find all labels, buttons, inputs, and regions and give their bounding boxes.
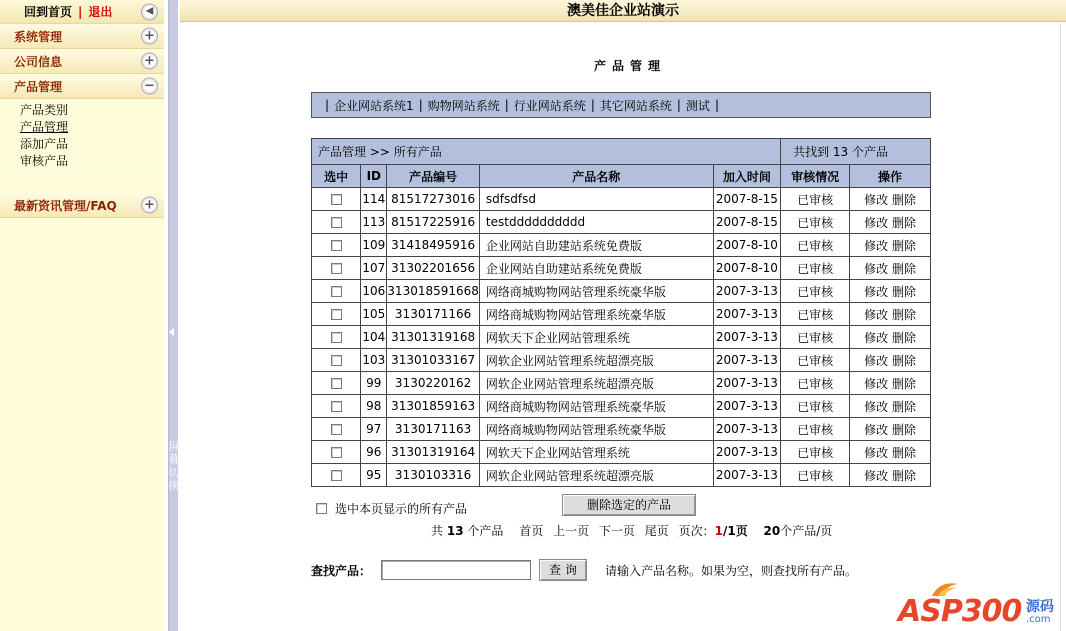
menu-product-management-label: 产品管理 — [14, 79, 63, 94]
row-id: 99 — [361, 372, 387, 395]
row-checkbox[interactable] — [331, 332, 342, 343]
table-row — [312, 349, 931, 372]
row-select-cell — [312, 211, 361, 234]
row-checkbox[interactable] — [331, 447, 342, 458]
row-actions — [850, 464, 931, 487]
table-row — [312, 372, 931, 395]
table-row — [312, 326, 931, 349]
edit-link[interactable]: 修改 — [864, 445, 889, 460]
row-status: 已审核 — [781, 349, 850, 372]
table-row — [312, 188, 931, 211]
row-id: 109 — [361, 234, 387, 257]
delete-link[interactable]: 删除 — [891, 215, 916, 230]
row-id: 113 — [361, 211, 387, 234]
search-hint: 请输入产品名称。如果为空，则查找所有产品。 — [605, 563, 858, 578]
row-code: 313018591668 — [387, 280, 480, 303]
row-status: 已审核 — [781, 441, 850, 464]
splitter-arrow-icon[interactable] — [169, 328, 174, 336]
search-button[interactable]: 查询 — [539, 559, 587, 581]
splitter-label[interactable]: 屏幕切换 — [168, 440, 180, 492]
row-date: 2007-3-13 — [713, 280, 780, 303]
menu-news-faq-label: 最新资讯管理/FAQ — [14, 198, 117, 213]
row-name: 网软企业网站管理系统超漂亮版 — [479, 349, 713, 372]
row-actions — [850, 211, 931, 234]
edit-link[interactable]: 修改 — [864, 422, 889, 437]
row-select-cell — [312, 188, 361, 211]
row-status: 已审核 — [781, 234, 850, 257]
row-date: 2007-3-13 — [713, 395, 780, 418]
delete-link[interactable]: 删除 — [891, 422, 916, 437]
edit-link[interactable]: 修改 — [864, 399, 889, 414]
category-link[interactable]: 企业网站系统1 — [334, 98, 414, 113]
row-date: 2007-3-13 — [713, 441, 780, 464]
pager — [431, 522, 832, 539]
category-link[interactable]: 其它网站系统 — [599, 98, 672, 113]
col-select: 选中 — [312, 165, 361, 188]
splitter-bar[interactable] — [168, 0, 178, 631]
menu-gap — [0, 173, 164, 193]
logo-brand: ASP300 — [898, 594, 1022, 629]
delete-link[interactable]: 删除 — [891, 445, 916, 460]
row-id: 95 — [361, 464, 387, 487]
row-date: 2007-8-10 — [713, 234, 780, 257]
row-actions — [850, 326, 931, 349]
row-status: 已审核 — [781, 372, 850, 395]
expand-icon[interactable]: + — [141, 197, 158, 214]
row-actions — [850, 234, 931, 257]
row-status: 已审核 — [781, 188, 850, 211]
edit-link[interactable]: 修改 — [864, 284, 889, 299]
top-separator: | — [78, 4, 83, 19]
row-date: 2007-3-13 — [713, 418, 780, 441]
menu-system-management[interactable] — [0, 24, 164, 49]
row-code: 31301033167 — [387, 349, 480, 372]
row-status: 已审核 — [781, 326, 850, 349]
collapse-sidebar-icon[interactable]: ◀ — [141, 3, 158, 20]
window-title: 澳美佳企业站演示 — [180, 0, 1066, 22]
pager-last[interactable]: 尾页 — [644, 524, 669, 538]
search-label: 查找产品： — [311, 563, 372, 578]
result-count: 共找到 13 个产品 — [781, 139, 931, 165]
delete-link[interactable]: 删除 — [891, 399, 916, 414]
pager-page-label: 页次： — [678, 524, 715, 538]
submenu-product-management[interactable]: 产品管理 — [20, 120, 69, 134]
table-row — [312, 464, 931, 487]
home-link[interactable]: 回到首页 — [24, 5, 73, 19]
row-checkbox[interactable] — [331, 240, 342, 251]
row-date: 2007-8-10 — [713, 257, 780, 280]
row-name: 网软企业网站管理系统超漂亮版 — [479, 464, 713, 487]
row-name: 网络商城购物网站管理系统豪华版 — [479, 395, 713, 418]
row-actions — [850, 303, 931, 326]
row-code: 3130220162 — [387, 372, 480, 395]
search-input[interactable] — [381, 560, 531, 580]
submenu-add-product[interactable]: 添加产品 — [20, 137, 69, 151]
col-id: ID — [361, 165, 387, 188]
search-row — [311, 559, 857, 581]
row-name: 网软天下企业网站管理系统 — [479, 441, 713, 464]
product-table — [311, 138, 931, 487]
delete-link[interactable]: 删除 — [891, 353, 916, 368]
row-checkbox[interactable] — [331, 424, 342, 435]
edit-link[interactable]: 修改 — [864, 215, 889, 230]
row-actions — [850, 257, 931, 280]
row-code: 31301859163 — [387, 395, 480, 418]
row-checkbox[interactable] — [331, 401, 342, 412]
edit-link[interactable]: 修改 — [864, 192, 889, 207]
submenu-product-category[interactable]: 产品类别 — [20, 103, 69, 117]
collapse-icon[interactable]: − — [141, 78, 158, 95]
row-code: 3130171166 — [387, 303, 480, 326]
row-select-cell — [312, 326, 361, 349]
pager-of-total: /1页 — [722, 524, 748, 538]
row-select-cell — [312, 257, 361, 280]
col-date: 加入时间 — [713, 165, 780, 188]
column-headers — [312, 165, 931, 188]
select-all-row — [316, 500, 467, 517]
category-bar: | 企业网站系统1 | 购物网站系统 | 行业网站系统 | 其它网站系统 | 测试 | — [311, 92, 931, 118]
row-status: 已审核 — [781, 395, 850, 418]
select-all-label: 选中本页显示的所有产品 — [335, 502, 468, 516]
expand-icon[interactable]: + — [141, 28, 158, 45]
row-status: 已审核 — [781, 464, 850, 487]
breadcrumb: 产品管理 >> 所有产品 — [312, 139, 781, 165]
row-select-cell — [312, 395, 361, 418]
col-actions: 操作 — [850, 165, 931, 188]
row-checkbox[interactable] — [331, 309, 342, 320]
row-status: 已审核 — [781, 303, 850, 326]
col-status: 审核情况 — [781, 165, 850, 188]
pager-first[interactable]: 首页 — [519, 524, 544, 538]
row-checkbox[interactable] — [331, 217, 342, 228]
sidebar-top-bar — [0, 0, 164, 24]
category-link[interactable]: 测试 — [685, 98, 710, 113]
row-date: 2007-3-13 — [713, 303, 780, 326]
row-select-cell — [312, 349, 361, 372]
row-status: 已审核 — [781, 211, 850, 234]
row-select-cell — [312, 441, 361, 464]
table-row — [312, 257, 931, 280]
row-checkbox[interactable] — [331, 355, 342, 366]
table-row — [312, 234, 931, 257]
row-date: 2007-3-13 — [713, 326, 780, 349]
row-name: 网软企业网站管理系统超漂亮版 — [479, 372, 713, 395]
expand-icon[interactable]: + — [141, 53, 158, 70]
row-status: 已审核 — [781, 418, 850, 441]
row-code: 3130171163 — [387, 418, 480, 441]
menu-company-info-label: 公司信息 — [14, 54, 63, 69]
row-name: sdfsdfsd — [479, 188, 713, 211]
edit-link[interactable]: 修改 — [864, 353, 889, 368]
pager-next[interactable]: 下一页 — [598, 524, 635, 538]
row-code: 31302201656 — [387, 257, 480, 280]
pager-current: 1 — [714, 524, 723, 538]
edit-link[interactable]: 修改 — [864, 468, 889, 483]
row-name: 网络商城购物网站管理系统豪华版 — [479, 303, 713, 326]
pager-per-page-suffix: 个产品/页 — [780, 524, 833, 538]
row-select-cell — [312, 372, 361, 395]
table-row — [312, 418, 931, 441]
delete-link[interactable]: 删除 — [891, 307, 916, 322]
delete-link[interactable]: 删除 — [891, 330, 916, 345]
edit-link[interactable]: 修改 — [864, 307, 889, 322]
row-name: 企业网站自助建站系统免费版 — [479, 234, 713, 257]
row-checkbox[interactable] — [331, 263, 342, 274]
row-date: 2007-3-13 — [713, 464, 780, 487]
row-date: 2007-8-15 — [713, 211, 780, 234]
row-id: 103 — [361, 349, 387, 372]
row-actions — [850, 349, 931, 372]
submenu-review-product[interactable]: 审核产品 — [20, 154, 69, 168]
row-date: 2007-3-13 — [713, 349, 780, 372]
delete-link[interactable]: 删除 — [891, 468, 916, 483]
row-checkbox[interactable] — [331, 470, 342, 481]
row-checkbox[interactable] — [331, 194, 342, 205]
select-all-checkbox[interactable] — [316, 503, 327, 514]
row-code: 31301319164 — [387, 441, 480, 464]
row-actions — [850, 188, 931, 211]
menu-news-faq[interactable] — [0, 193, 164, 218]
page-title: 产品管理 — [593, 59, 666, 73]
logo-domain: .com — [1026, 614, 1051, 625]
asp300-logo — [892, 578, 1062, 628]
edit-link[interactable]: 修改 — [864, 238, 889, 253]
row-id: 104 — [361, 326, 387, 349]
row-select-cell — [312, 234, 361, 257]
menu-company-info[interactable] — [0, 49, 164, 74]
scrollbar[interactable] — [1060, 23, 1066, 631]
sidebar — [0, 0, 164, 631]
table-row — [312, 395, 931, 418]
row-id: 114 — [361, 188, 387, 211]
col-name: 产品名称 — [479, 165, 713, 188]
table-row — [312, 280, 931, 303]
delete-selected-button[interactable]: 删除选定的产品 — [562, 494, 696, 516]
product-submenu — [0, 99, 164, 173]
row-actions — [850, 395, 931, 418]
row-select-cell — [312, 418, 361, 441]
edit-link[interactable]: 修改 — [864, 376, 889, 391]
delete-link[interactable]: 删除 — [891, 376, 916, 391]
row-name: testdddddddddd — [479, 211, 713, 234]
row-date: 2007-8-15 — [713, 188, 780, 211]
delete-link[interactable]: 删除 — [891, 261, 916, 276]
col-code: 产品编号 — [387, 165, 480, 188]
table-row — [312, 211, 931, 234]
menu-product-management[interactable] — [0, 74, 164, 99]
category-link[interactable]: 购物网站系统 — [427, 98, 500, 113]
pager-total-suffix: 个产品 — [467, 524, 504, 538]
row-checkbox[interactable] — [331, 286, 342, 297]
row-select-cell — [312, 280, 361, 303]
row-name: 网软天下企业网站管理系统 — [479, 326, 713, 349]
row-actions — [850, 372, 931, 395]
row-code: 81517273016 — [387, 188, 480, 211]
row-date: 2007-3-13 — [713, 372, 780, 395]
row-code: 31418495916 — [387, 234, 480, 257]
row-select-cell — [312, 464, 361, 487]
menu-system-management-label: 系统管理 — [14, 29, 63, 44]
row-actions — [850, 441, 931, 464]
pager-total: 13 — [446, 524, 464, 538]
edit-link[interactable]: 修改 — [864, 330, 889, 345]
row-id: 106 — [361, 280, 387, 303]
row-code: 3130103316 — [387, 464, 480, 487]
row-id: 98 — [361, 395, 387, 418]
row-select-cell — [312, 303, 361, 326]
row-code: 81517225916 — [387, 211, 480, 234]
pager-total-prefix: 共 — [431, 524, 444, 538]
row-actions — [850, 418, 931, 441]
table-body — [312, 188, 931, 487]
row-name: 企业网站自助建站系统免费版 — [479, 257, 713, 280]
main-panel — [180, 0, 1066, 631]
table-row — [312, 303, 931, 326]
row-id: 105 — [361, 303, 387, 326]
table-header-bar — [312, 139, 931, 165]
row-actions — [850, 280, 931, 303]
row-name: 网络商城购物网站管理系统豪华版 — [479, 280, 713, 303]
row-id: 96 — [361, 441, 387, 464]
row-name: 网络商城购物网站管理系统豪华版 — [479, 418, 713, 441]
row-status: 已审核 — [781, 257, 850, 280]
logo-cn: 源码 — [1026, 599, 1054, 615]
delete-link[interactable]: 删除 — [891, 238, 916, 253]
table-row — [312, 441, 931, 464]
delete-link[interactable]: 删除 — [891, 284, 916, 299]
row-checkbox[interactable] — [331, 378, 342, 389]
pager-per-page: 20 — [763, 524, 781, 538]
edit-link[interactable]: 修改 — [864, 261, 889, 276]
logout-link[interactable]: 退出 — [88, 5, 113, 19]
screen-splitter[interactable] — [164, 0, 180, 631]
row-id: 97 — [361, 418, 387, 441]
row-code: 31301319168 — [387, 326, 480, 349]
delete-link[interactable]: 删除 — [891, 192, 916, 207]
row-status: 已审核 — [781, 280, 850, 303]
pager-prev[interactable]: 上一页 — [553, 524, 590, 538]
category-link[interactable]: 行业网站系统 — [513, 98, 586, 113]
row-id: 107 — [361, 257, 387, 280]
